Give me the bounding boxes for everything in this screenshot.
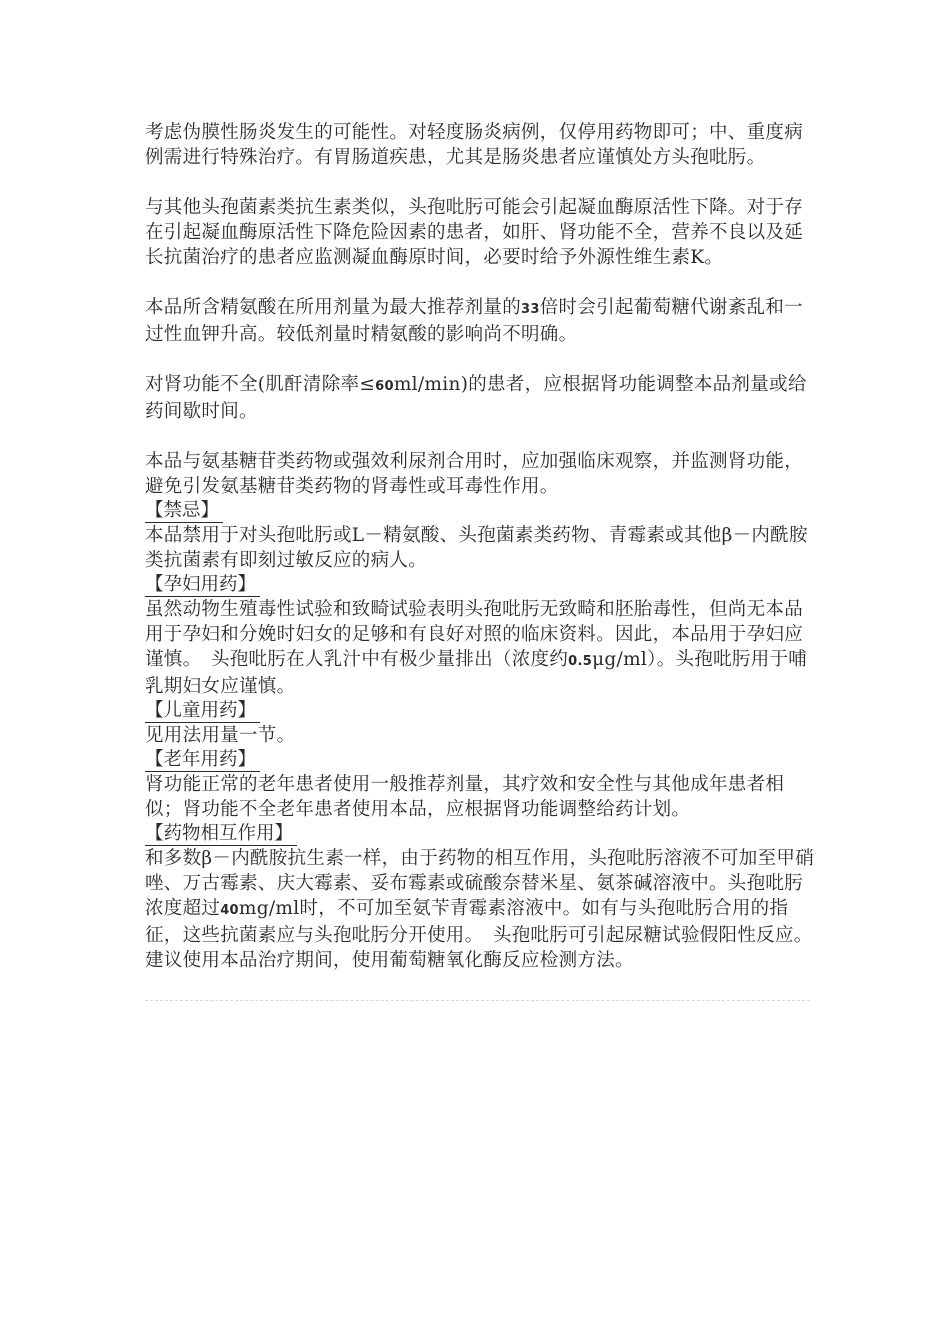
- text-interactions-a: 和多数β－内酰胺抗生素一样，由于药物的相互作用，头孢吡肟溶液不可加至甲硝唑、万古霉素、庆大霉素、妥布霉素或硫酸奈替米星、氨茶碱溶液中。头孢吡肟浓度超过: [145, 848, 814, 919]
- paragraph-arginine-text-a: 本品所含精氨酸在所用剂量为最大推荐剂量的: [145, 297, 522, 318]
- text-contraindications: 本品禁用于对头孢吡肟或L－精氨酸、头孢菌素类药物、青霉素或其他β－内酰胺类抗菌素有即刻过敏反应的病人。: [145, 525, 808, 571]
- milk-concentration-value: 0.5: [568, 654, 593, 669]
- heading-elderly: 【老年用药】: [145, 748, 260, 772]
- heading-interactions: 【药物相互作用】: [145, 822, 297, 846]
- text-children: 见用法用量一节。: [145, 725, 296, 746]
- text-pregnancy-b: μg/ml）。头孢吡肟用于哺乳期妇女应谨慎。: [145, 649, 808, 697]
- creatinine-clearance-value: 60: [375, 379, 394, 394]
- heading-children: 【儿童用药】: [145, 699, 260, 723]
- dose-multiple-value: 33: [521, 302, 540, 317]
- paragraph-arginine: [145, 295, 815, 347]
- paragraph-renal-text-a: 对肾功能不全(肌酐清除率≤: [145, 374, 376, 395]
- text-elderly: 肾功能正常的老年患者使用一般推荐剂量，其疗效和安全性与其他成年患者相似；肾功能不全老年患者使用本品，应根据肾功能调整给药计划。: [145, 774, 785, 820]
- concentration-limit-value: 40: [220, 903, 239, 918]
- section-divider: [145, 1000, 810, 1001]
- text-interactions-b: mg/ml时，不可加至氨苄青霉素溶液中。如有与头孢吡肟合用的指征，这些抗菌素应与头孢吡肟分开使用。 头孢吡肟可引起尿糖试验假阳性反应。建议使用本品治疗期间，使用葡萄糖氧化酶反应检测方法。: [145, 898, 813, 971]
- text-pregnancy-a: 虽然动物生殖毒性试验和致畸试验表明头孢吡肟无致畸和胚胎毒性，但尚无本品用于孕妇和分娩时妇女的足够和有良好对照的临床资料。因此，本品用于孕妇应谨慎。 头孢吡肟在人乳汁中有极少量排出（浓度约: [145, 599, 804, 670]
- paragraph-arginine-text-b: 倍时会引起葡萄糖代谢紊乱和一过性血钾升高。较低剂量时精氨酸的影响尚不明确。: [145, 297, 803, 345]
- text-interactions: [145, 846, 815, 973]
- paragraph-aminoglycoside: 本品与氨基糖苷类药物或强效利尿剂合用时，应加强临床观察，并监测肾功能，避免引发氨基糖苷类药物的肾毒性或耳毒性作用。: [145, 451, 804, 497]
- paragraph-renal-text-b: ml/min)的患者，应根据肾功能调整本品剂量或给药间歇时间。: [145, 374, 807, 422]
- text-pregnancy: [145, 597, 815, 699]
- paragraph-renal: [145, 372, 815, 424]
- heading-pregnancy: 【孕妇用药】: [145, 573, 260, 597]
- paragraph-colitis: 考虑伪膜性肠炎发生的可能性。对轻度肠炎病例，仅停用药物即可；中、重度病例需进行特殊治疗。有胃肠道疾患，尤其是肠炎患者应谨慎处方头孢吡肟。: [145, 122, 804, 168]
- paragraph-prothrombin: 与其他头孢菌素类抗生素类似，头孢吡肟可能会引起凝血酶原活性下降。对于存在引起凝血酶原活性下降危险因素的患者，如肝、肾功能不全，营养不良以及延长抗菌治疗的患者应监测凝血酶原时间，必要时给予外源性维生素K。: [145, 197, 804, 268]
- document-body: [145, 120, 815, 973]
- heading-contraindications: 【禁忌】: [145, 499, 223, 523]
